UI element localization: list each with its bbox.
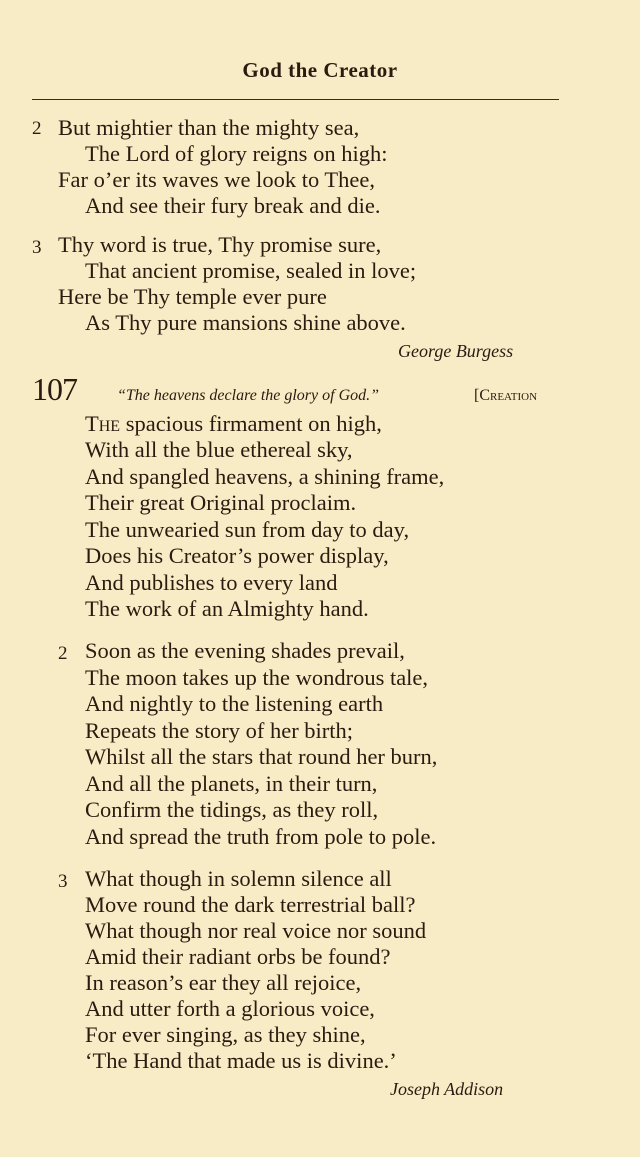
verse-line: And all the planets, in their turn,	[85, 771, 378, 796]
verse-line: For ever singing, as they shine,	[85, 1022, 366, 1047]
verse-line: Confirm the tidings, as they roll,	[85, 797, 379, 822]
verse-line: But mightier than the mighty sea,	[58, 115, 360, 140]
verse-line: Move round the dark terrestrial ball?	[85, 892, 416, 917]
hymn-number: 107	[32, 371, 77, 407]
hymn-epigraph	[117, 386, 379, 406]
verse-line: The unwearied sun from day to day,	[85, 517, 410, 542]
verse-line: And publishes to every land	[85, 570, 338, 595]
verse-line: Repeats the story of her birth;	[85, 718, 354, 743]
first-line-rest: spacious firmament on high,	[120, 411, 382, 436]
verse-line: That ancient promise, sealed in love;	[85, 258, 417, 283]
verse-line: Their great Original proclaim.	[85, 490, 357, 515]
verse-line: Amid their radiant orbs be found?	[85, 944, 391, 969]
stanza-number: 2	[32, 118, 42, 139]
verse-line: The work of an Almighty hand.	[85, 596, 369, 621]
verse-line: Thy word is true, Thy promise sure,	[58, 232, 382, 257]
verse-line: The moon takes up the wondrous tale,	[85, 665, 429, 690]
stanza-number: 3	[58, 871, 68, 892]
verse-line: As Thy pure mansions shine above.	[85, 310, 406, 335]
verse-line	[85, 411, 382, 437]
verse-line: What though in solemn silence all	[85, 866, 392, 891]
page-header: God the Creator	[242, 58, 398, 82]
verse-line: In reason’s ear they all rejoice,	[85, 970, 362, 995]
verse-line: ‘The Hand that made us is divine.’	[85, 1048, 397, 1073]
tune-label: Creation	[479, 387, 538, 404]
author-credit: George Burgess	[398, 341, 514, 361]
tune-name	[474, 386, 537, 406]
verse-line: The Lord of glory reigns on high:	[85, 141, 388, 166]
verse-line: Does his Creator’s power display,	[85, 543, 389, 568]
verse-line: Whilst all the stars that round her burn,	[85, 744, 438, 769]
stanza-number: 3	[32, 237, 42, 258]
tune-bracket: [	[474, 387, 480, 404]
verse-line: And utter forth a glorious voice,	[85, 996, 375, 1021]
verse-line: What though nor real voice nor sound	[85, 918, 427, 943]
verse-line: And spangled heavens, a shining frame,	[85, 464, 445, 489]
epigraph-text: “The heavens declare the glory of God.”	[117, 387, 380, 404]
verse-line: And nightly to the listening earth	[85, 691, 384, 716]
verse-line: Here be Thy temple ever pure	[58, 284, 327, 309]
stanza-number: 2	[58, 643, 68, 664]
verse-line: And see their fury break and die.	[85, 193, 381, 218]
header-rule	[32, 99, 559, 100]
author-credit: Joseph Addison	[390, 1079, 504, 1099]
verse-line: Soon as the evening shades prevail,	[85, 638, 405, 663]
verse-line: Far o’er its waves we look to Thee,	[58, 167, 375, 192]
first-word: The	[85, 411, 121, 436]
verse-line: And spread the truth from pole to pole.	[85, 824, 437, 849]
verse-line: With all the blue ethereal sky,	[85, 437, 353, 462]
